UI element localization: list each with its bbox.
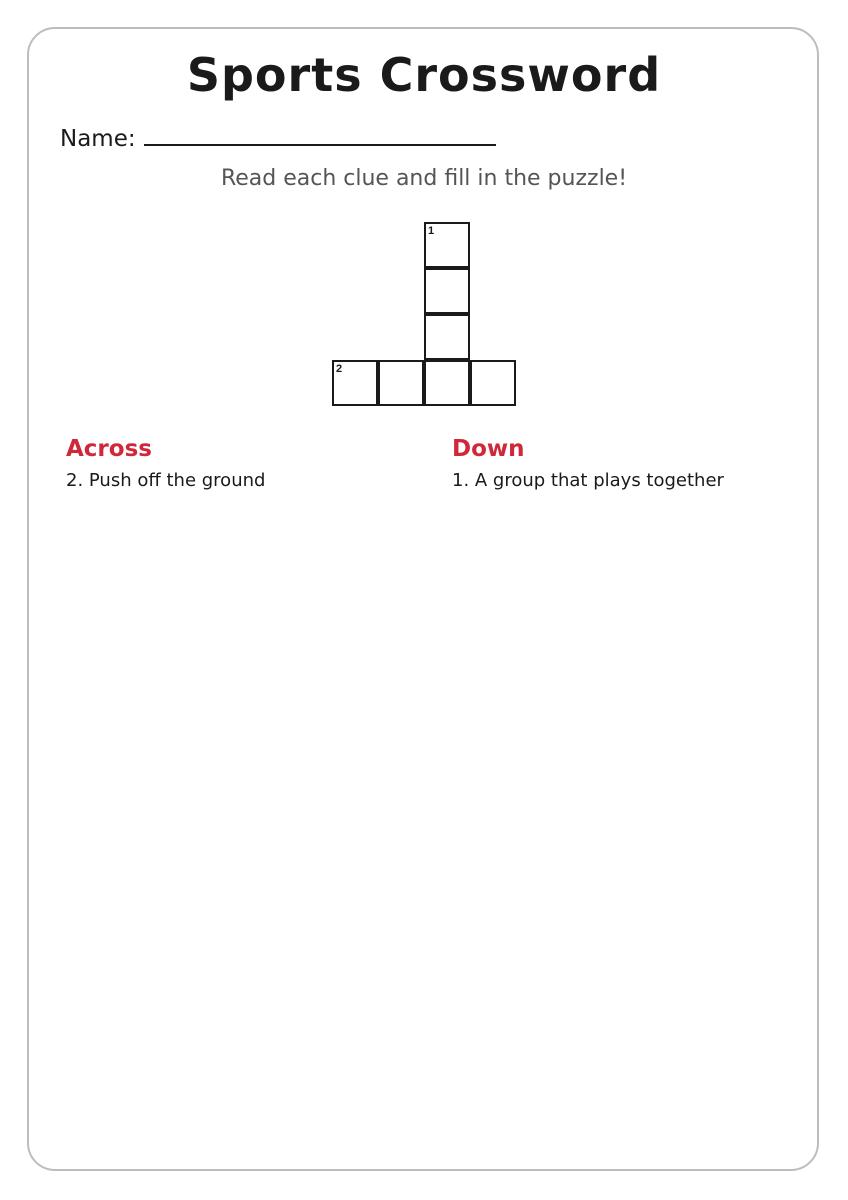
across-heading: Across (66, 436, 152, 462)
down-clue-item: 1. A group that plays together (452, 470, 724, 491)
crossword-cell-down-1-2[interactable] (424, 268, 470, 314)
down-heading: Down (452, 436, 525, 462)
worksheet-border (27, 27, 819, 1171)
crossword-cell-shared[interactable] (424, 360, 470, 406)
across-clue-item: 2. Push off the ground (66, 470, 266, 491)
crossword-cell-down-1-1[interactable] (424, 222, 470, 268)
clue-number-2: 2 (336, 363, 343, 375)
clue-number-1: 1 (428, 225, 435, 237)
across-clues (66, 436, 265, 491)
crossword-cell-across-2-2[interactable] (378, 360, 424, 406)
page-title: Sports Crossword (186, 48, 662, 102)
name-field-row (60, 120, 496, 152)
down-clues (452, 436, 724, 491)
name-label: Name: (60, 126, 136, 152)
crossword-cell-across-2-1[interactable] (332, 360, 378, 406)
crossword-cell-down-1-3[interactable] (424, 314, 470, 360)
name-input-line[interactable] (144, 120, 496, 146)
instructions: Read each clue and fill in the puzzle! (220, 166, 628, 191)
crossword-cell-across-2-4[interactable] (470, 360, 516, 406)
